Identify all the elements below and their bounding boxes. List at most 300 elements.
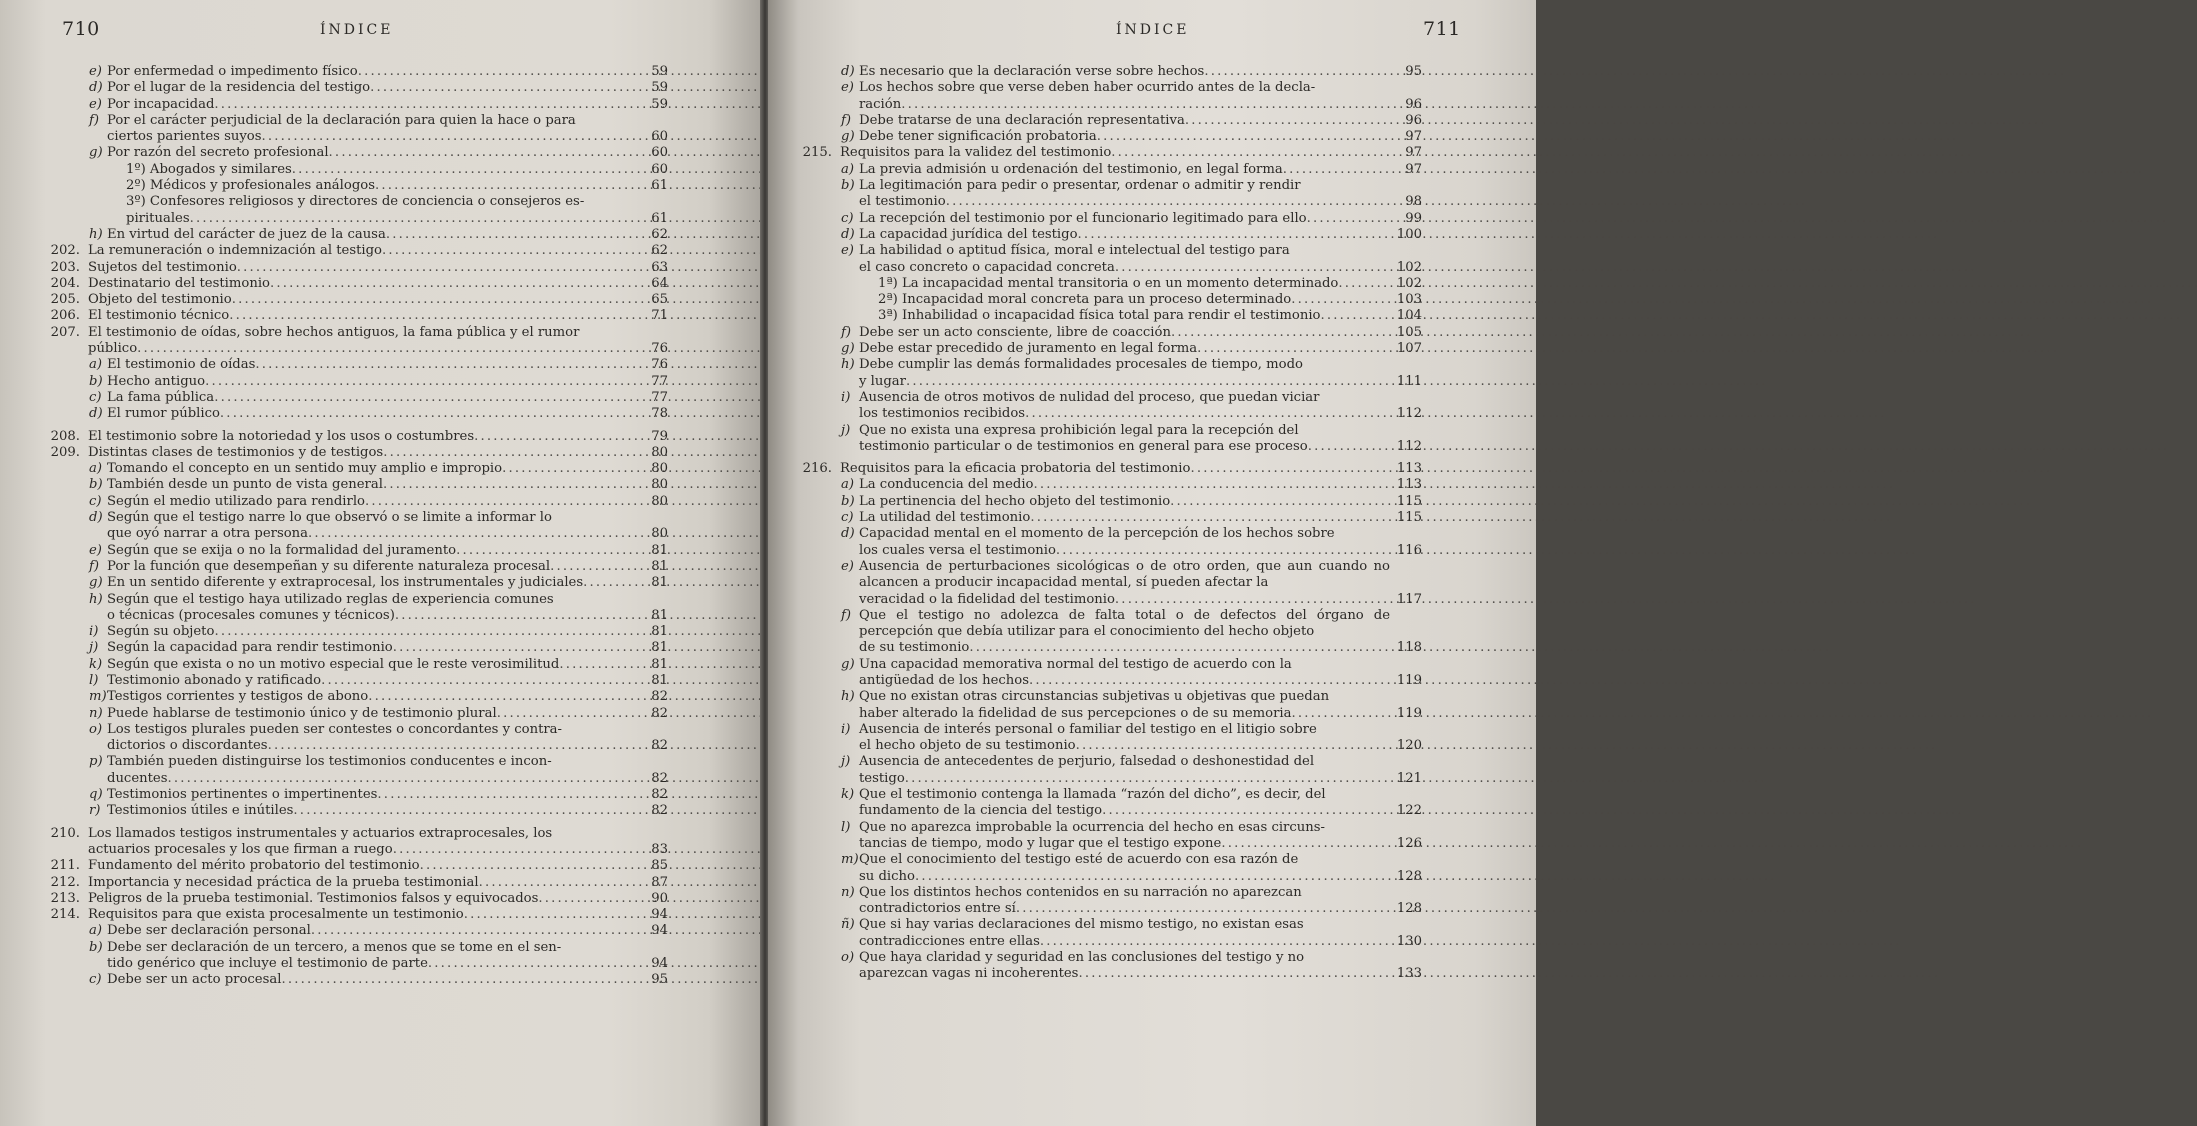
entry-text: aparezcan vagas ni incoherentes (859, 966, 1079, 982)
entry-text: Según que se exija o no la formalidad del juramento (107, 542, 457, 558)
dot-leader (905, 771, 1390, 787)
entry-text-continued: Por el carácter perjudicial de la declaración para quien la hace o para (107, 112, 576, 128)
dot-leader (383, 445, 636, 461)
entry-page-number: 62 (651, 243, 668, 259)
index-entry (878, 292, 1422, 308)
index-entry (841, 884, 1422, 918)
entry-text: Por incapacidad (107, 96, 215, 112)
dot-leader (946, 194, 1390, 210)
entry-text-continued: Que no existan otras circunstancias subjetivas u objetivas que puedan (859, 689, 1330, 705)
entry-letter: b) (89, 477, 103, 493)
entry-letter: l) (841, 819, 851, 835)
entry-letter: d) (89, 406, 103, 422)
entry-text: Por la función que desempeñan y su diferente naturaleza procesal (107, 558, 551, 574)
entry-text-continued: Los llamados testigos instrumentales y actuarios extraprocesales, los (88, 825, 553, 841)
index-entry (841, 178, 1422, 211)
index-entry (841, 852, 1422, 885)
index-entry (89, 754, 668, 787)
entry-text: Por enfermedad o impedimento físico (107, 64, 358, 79)
entry-text: antigüedad de los hechos (859, 672, 1029, 688)
entry-page-number: 76 (651, 357, 668, 373)
entry-letter: j) (841, 754, 851, 770)
entry-text: ducentes (107, 770, 168, 786)
entry-page-number: 63 (651, 259, 668, 275)
entry-page-number: 105 (1396, 324, 1422, 340)
dot-leader (321, 673, 636, 689)
dot-leader (293, 803, 636, 819)
index-entry (878, 276, 1422, 292)
index-entry (841, 917, 1422, 950)
entry-text: La pertinencia del hecho objeto del testimonio (859, 493, 1171, 509)
entry-text: testigo (859, 770, 905, 786)
entry-text: En virtud del carácter de juez de la causa (107, 226, 386, 242)
entry-page-number: 119 (1396, 705, 1422, 721)
entry-text-continued: Ausencia de interés personal o familiar del testigo en el litigio sobre (859, 721, 1317, 737)
entry-text: 1º) Abogados y similares (126, 161, 292, 177)
entry-letter: c) (89, 493, 102, 509)
entry-text: La remuneración o indemnización al testigo (88, 243, 382, 259)
index-entry (89, 112, 668, 146)
entry-text: Hecho antiguo (107, 373, 206, 389)
entry-letter: f) (841, 607, 852, 623)
entry-text-continued: 3º) Confesores religiosos y directores de conciencia o consejeros es- (126, 194, 585, 210)
entry-text: El testimonio de oídas (107, 357, 256, 373)
entry-text: el testimonio (859, 194, 946, 210)
entry-text: Es necesario que la declaración verse sobre hechos (859, 64, 1205, 79)
entry-text: el hecho objeto de su testimonio (859, 738, 1076, 754)
dot-leader (1056, 543, 1390, 559)
index-entry (50, 444, 668, 461)
dot-leader (456, 543, 636, 559)
index-entry (841, 324, 1422, 341)
index-entry (841, 656, 1422, 690)
entry-letter: d) (841, 526, 855, 542)
entry-text: testimonio particular o de testimonios en general para ese proceso (859, 438, 1308, 454)
entry-text: contradictorios entre sí (859, 901, 1016, 917)
entry-page-number: 82 (651, 803, 668, 819)
dot-leader (502, 461, 636, 477)
entry-text: Testimonios útiles e inútiles (107, 803, 294, 819)
dot-leader (190, 211, 636, 227)
entry-text: o técnicas (procesales comunes y técnicos) (107, 607, 395, 623)
entry-page-number: 61 (651, 210, 668, 226)
entry-text: Peligros de la prueba testimonial. Testimonios falsos y equivocados (88, 890, 539, 906)
entry-text-continued: Que haya claridad y seguridad en las conclusiones del testigo y no (859, 950, 1305, 966)
entry-letter: m) (89, 689, 107, 705)
entry-text: de su testimonio (859, 640, 970, 656)
index-entry (89, 939, 668, 973)
entry-page-number: 76 (651, 341, 668, 357)
index-entry (878, 308, 1422, 324)
dot-leader (901, 97, 1390, 113)
entry-letter: i) (89, 624, 99, 640)
entry-number: 210. (50, 825, 80, 841)
entry-text: Testigos corrientes y testigos de abono (107, 689, 369, 705)
dot-leader (1320, 308, 1390, 324)
entry-text: 3ª) Inhabilidad o incapacidad física total para rendir el testimonio (878, 308, 1321, 324)
entry-text: los testimonios recibidos (859, 406, 1026, 422)
entry-page-number: 103 (1396, 292, 1422, 308)
index-entry (50, 292, 668, 308)
entry-text: haber alterado la fidelidad de sus percepciones o de su memoria (859, 705, 1292, 721)
entry-page-number: 82 (651, 738, 668, 754)
entry-letter: e) (841, 243, 854, 259)
index-entry (89, 803, 668, 819)
entry-letter: e) (841, 558, 854, 574)
dot-leader (1291, 292, 1390, 308)
dot-leader (232, 292, 636, 308)
dot-leader (168, 771, 637, 787)
index-entry (841, 819, 1422, 853)
dot-leader (229, 308, 636, 324)
index-entry (50, 324, 668, 358)
running-head: ÍNDICE (320, 22, 394, 38)
entry-text: Según que exista o no un motivo especial que le reste verosimilitud (107, 656, 560, 672)
dot-leader (1185, 113, 1390, 129)
entry-text: veracidad o la fidelidad del testimonio (859, 591, 1115, 607)
entry-text: dictorios o discordantes (107, 738, 268, 754)
index-entry (89, 787, 668, 803)
entry-number: 215. (802, 145, 832, 161)
entry-number: 203. (50, 259, 80, 275)
entry-text-continued: Los testigos plurales pueden ser contestes o concordantes y contra- (107, 721, 563, 737)
entry-letter: a) (841, 477, 855, 493)
entry-letter: h) (89, 226, 103, 242)
dot-leader (1197, 341, 1390, 357)
right-page (768, 0, 1536, 1126)
entry-text-continued: Debe cumplir las demás formalidades procesales de tiempo, modo (859, 357, 1303, 373)
entry-text-continued: La legitimación para pedir o presentar, ordenar o admitir y rendir (859, 178, 1301, 194)
index-entry (841, 243, 1422, 276)
entry-letter: f) (841, 112, 852, 128)
entry-text: El rumor público (107, 406, 220, 422)
index-entry (841, 950, 1422, 983)
entry-number: 213. (50, 890, 80, 906)
entry-page-number: 133 (1396, 966, 1422, 982)
dot-leader (214, 97, 636, 113)
entry-text: actuarios procesales y los que firman a ruego (88, 841, 393, 857)
entry-text: tancias de tiempo, modo y lugar que el testigo expone (859, 835, 1222, 851)
index-entries (50, 64, 668, 989)
entry-letter: h) (89, 591, 103, 607)
dot-leader (915, 869, 1390, 885)
entry-text-continued: Capacidad mental en el momento de la percepción de los hechos sobre (859, 526, 1335, 542)
entry-page-number: 80 (651, 444, 668, 460)
dot-leader (1016, 901, 1390, 917)
entry-page-number: 81 (651, 640, 668, 656)
entry-letter: a) (89, 357, 103, 373)
entry-text: que oyó narrar a otra persona (107, 526, 309, 542)
entry-text: pirituales (126, 210, 190, 226)
entry-text-continued: Los hechos sobre que verse deben haber ocurrido antes de la decla- (859, 80, 1316, 96)
entry-page-number: 85 (651, 858, 668, 874)
index-entry (841, 357, 1422, 390)
entry-letter: n) (841, 884, 855, 900)
index-entry (841, 210, 1422, 227)
dot-leader (1171, 325, 1390, 341)
dot-leader (255, 357, 636, 373)
dot-leader (262, 129, 636, 145)
entry-letter: i) (841, 721, 851, 737)
index-entry (89, 591, 668, 625)
entry-page-number: 113 (1396, 461, 1422, 477)
entry-page-number: 121 (1396, 770, 1422, 786)
index-entry (841, 226, 1422, 243)
dot-leader (1076, 738, 1390, 754)
entry-letter: r) (89, 803, 101, 819)
entry-letter: a) (89, 923, 103, 939)
dot-leader (393, 842, 636, 858)
entry-number: 216. (802, 461, 832, 477)
entry-number: 214. (50, 907, 80, 923)
entry-text-continued: El testimonio de oídas, sobre hechos antiguos, la fama pública y el rumor (88, 324, 580, 340)
entry-page-number: 71 (651, 308, 668, 324)
running-head: ÍNDICE (1116, 22, 1190, 38)
entry-text: contradicciones entre ellas (859, 933, 1040, 949)
entry-page-number: 59 (651, 80, 668, 96)
entry-text: La recepción del testimonio por el funcionario legitimado para ello (859, 210, 1307, 226)
entry-letter: ñ) (841, 917, 855, 933)
dot-leader (1307, 211, 1390, 227)
entry-page-number: 102 (1396, 275, 1422, 291)
dot-leader (479, 875, 636, 891)
dot-leader (1338, 276, 1390, 292)
index-entry (126, 162, 668, 178)
index-entry (89, 510, 668, 543)
entry-letter: h) (841, 357, 855, 373)
index-entry (50, 275, 668, 292)
entry-text: El testimonio sobre la notoriedad y los usos o costumbres (88, 428, 475, 444)
entry-letter: j) (89, 640, 99, 656)
dot-leader (1040, 934, 1390, 950)
dot-leader (1030, 510, 1390, 526)
dot-leader (583, 575, 636, 591)
dot-leader (270, 276, 636, 292)
index-entry (89, 542, 668, 559)
entry-page-number: 61 (651, 178, 668, 194)
index-entry (89, 721, 668, 755)
entry-text: Objeto del testimonio (88, 292, 232, 308)
entry-text-continued: Ausencia de antecedentes de perjurio, falsedad o deshonestidad del (859, 754, 1315, 770)
dot-leader (358, 64, 636, 80)
left-page (0, 0, 762, 1126)
entry-page-number: 128 (1396, 868, 1422, 884)
entry-page-number: 94 (651, 956, 668, 972)
entry-text: Sujetos del testimonio (88, 259, 237, 275)
dot-leader (1190, 461, 1390, 477)
entry-page-number: 97 (1405, 161, 1422, 177)
dot-leader (969, 640, 1390, 656)
entry-text: los cuales versa el testimonio (859, 542, 1056, 558)
entry-text: Según su objeto (107, 624, 215, 640)
entry-text: tido genérico que incluye el testimonio de parte (107, 956, 428, 972)
entry-page-number: 82 (651, 770, 668, 786)
entry-page-number: 83 (651, 841, 668, 857)
entry-text: Debe estar precedido de juramento en legal forma (859, 341, 1198, 357)
index-entry (89, 389, 668, 406)
entry-text-continued: Debe ser declaración de un tercero, a menos que se tome en el sen- (107, 939, 562, 955)
entry-letter: a) (841, 161, 855, 177)
dot-leader (1308, 439, 1390, 455)
dot-leader (464, 907, 636, 923)
dot-leader (137, 341, 636, 357)
entry-letter: d) (89, 80, 103, 96)
entry-text: Importancia y necesidad práctica de la prueba testimonial (88, 874, 479, 890)
entry-text: Debe tener significación probatoria (859, 129, 1097, 145)
index-entry (50, 874, 668, 891)
dot-leader (377, 787, 636, 803)
entry-page-number: 107 (1396, 341, 1422, 357)
index-entry (50, 308, 668, 324)
entry-page-number: 80 (651, 461, 668, 477)
entry-page-number: 81 (651, 575, 668, 591)
index-entry (841, 721, 1422, 755)
index-entry (89, 493, 668, 510)
entry-letter: k) (89, 656, 103, 672)
index-entry (841, 526, 1422, 559)
entry-page-number: 98 (1405, 194, 1422, 210)
index-entry (89, 145, 668, 161)
entry-page-number: 65 (651, 292, 668, 308)
entry-page-number: 120 (1396, 738, 1422, 754)
dot-leader (1283, 162, 1390, 178)
entry-letter: c) (841, 210, 854, 226)
entry-page-number: 59 (651, 64, 668, 79)
dot-leader (205, 374, 636, 390)
index-entry (89, 461, 668, 477)
entry-page-number: 126 (1396, 835, 1422, 851)
entry-text: Puede hablarse de testimonio único y de testimonio plural (107, 705, 497, 721)
entry-text-continued: Que los distintos hechos contenidos en su narración no aparezcan (859, 884, 1302, 900)
entry-page-number: 81 (651, 558, 668, 574)
entry-text: En un sentido diferente y extraprocesal, los instrumentales y judiciales (107, 575, 584, 591)
entry-text-continued: Que el testimonio contenga la llamada “razón del dicho”, es decir, del (859, 787, 1326, 803)
index-entry (841, 477, 1422, 493)
entry-text: El testimonio técnico (88, 308, 230, 324)
index-entry (50, 907, 668, 923)
dot-leader (393, 640, 636, 656)
entry-text: Testimonio abonado y ratificado (107, 672, 322, 688)
index-entry (89, 373, 668, 390)
index-entry (126, 194, 668, 227)
index-entry (50, 428, 668, 445)
entry-number: 211. (50, 858, 80, 874)
dot-leader (420, 858, 636, 874)
entry-text: También desde un punto de vista general (107, 477, 383, 493)
entry-text: Fundamento del mérito probatorio del testimonio (88, 858, 420, 874)
index-entry (841, 607, 1422, 657)
entry-page-number: 80 (651, 493, 668, 509)
index-entry (841, 689, 1422, 722)
index-entry (126, 178, 668, 194)
dot-leader (365, 494, 636, 510)
index-entry (841, 787, 1422, 820)
entry-page-number: 122 (1396, 803, 1422, 819)
entry-text: La capacidad jurídica del testigo (859, 226, 1078, 242)
entry-letter: q) (89, 787, 103, 803)
entry-page-number: 81 (651, 542, 668, 558)
entry-letter: p) (89, 754, 103, 770)
index-entry (841, 341, 1422, 357)
entry-letter: f) (841, 324, 852, 340)
entry-text: ración (859, 96, 902, 112)
entry-page-number: 81 (651, 672, 668, 688)
entry-text: el caso concreto o capacidad concreta (859, 259, 1115, 275)
entry-letter: e) (89, 542, 102, 558)
index-entry (89, 705, 668, 722)
dot-leader (497, 706, 636, 722)
entry-letter: d) (841, 64, 855, 79)
dot-leader (1115, 592, 1390, 608)
entry-text-continued: La habilidad o aptitud física, moral e intelectual del testigo para (859, 243, 1290, 259)
index-entry (841, 558, 1422, 608)
index-entry (841, 510, 1422, 526)
entry-page-number: 96 (1405, 96, 1422, 112)
entry-text: Debe tratarse de una declaración representativa (859, 112, 1185, 128)
index-entry (841, 389, 1422, 423)
entry-letter: g) (89, 145, 103, 161)
index-entry (802, 461, 1422, 477)
entry-text: La conducencia del medio (859, 477, 1034, 493)
index-entry (50, 858, 668, 874)
index-entry (841, 112, 1422, 129)
index-entry (50, 243, 668, 259)
entry-number: 202. (50, 243, 80, 259)
index-entry (89, 923, 668, 939)
entry-page-number: 113 (1396, 477, 1422, 493)
entry-letter: g) (841, 129, 855, 145)
dot-leader (1115, 260, 1390, 276)
entry-text-continued: Que el testigo no adolezca de falta total o de defectos del órgano de percepción que debía utilizar para el conocimiento del hecho objeto (859, 607, 1390, 640)
index-entry (841, 80, 1422, 113)
entry-page-number: 82 (651, 787, 668, 803)
index-entry (841, 422, 1422, 456)
entry-text-continued: Que el conocimiento del testigo esté de acuerdo con esa razón de (859, 852, 1299, 868)
index-entry (89, 477, 668, 493)
entry-page-number: 60 (651, 145, 668, 161)
entry-letter: f) (89, 112, 100, 128)
entry-letter: d) (89, 510, 103, 526)
index-entry (89, 80, 668, 96)
index-entry (841, 64, 1422, 80)
entry-text-continued: Ausencia de perturbaciones sicológicas o de otro orden, que aun cuando no alcancen a producir incapacidad mental, sí pueden afectar la (859, 558, 1390, 591)
index-entry (50, 890, 668, 907)
dot-leader (559, 657, 636, 673)
entry-text-continued: Que no aparezca improbable la ocurrencia del hecho en esas circuns- (859, 819, 1325, 835)
dot-leader (329, 145, 636, 161)
entry-number: 212. (50, 874, 80, 890)
entry-page-number: 112 (1396, 438, 1422, 454)
index-entry (841, 754, 1422, 787)
entry-text: Debe ser un acto consciente, libre de coacción (859, 324, 1171, 340)
dot-leader (292, 162, 636, 178)
dot-leader (1025, 406, 1390, 422)
entry-text: Requisitos para que exista procesalmente un testimonio (88, 907, 464, 923)
entry-number: 207. (50, 324, 80, 340)
entry-letter: g) (89, 575, 103, 591)
entry-text: 2ª) Incapacidad moral concreta para un proceso determinado (878, 292, 1292, 308)
entry-page-number: 62 (651, 226, 668, 242)
entry-letter: c) (841, 510, 854, 526)
entry-number: 205. (50, 292, 80, 308)
entry-letter: b) (841, 178, 855, 194)
dot-leader (281, 972, 636, 988)
entry-number: 204. (50, 275, 80, 291)
index-entry (89, 558, 668, 575)
dot-leader (1170, 494, 1390, 510)
entry-text: Tomando el concepto en un sentido muy amplio e impropio (107, 461, 503, 477)
entry-letter: b) (89, 373, 103, 389)
